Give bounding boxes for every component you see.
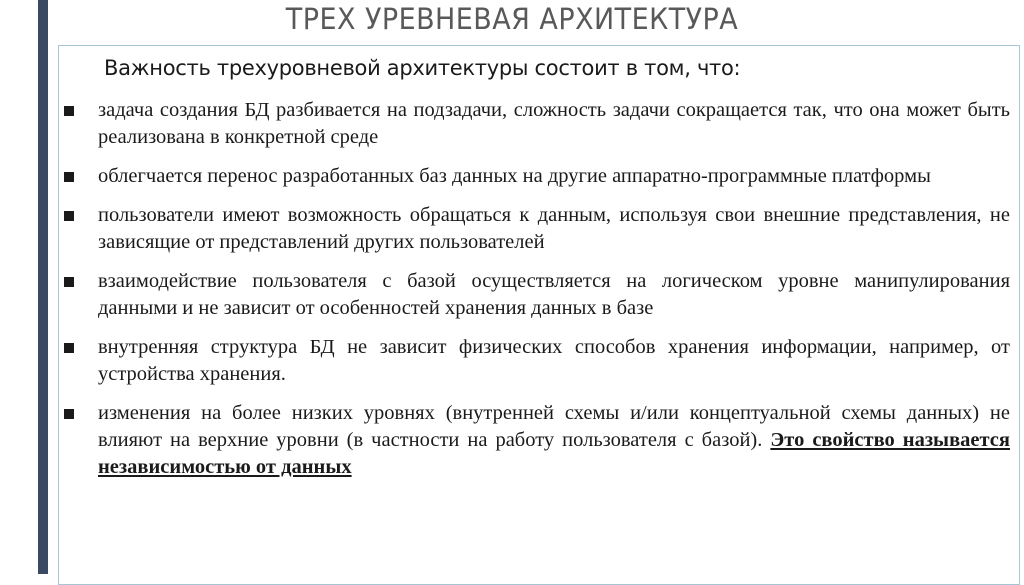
square-bullet-icon bbox=[64, 343, 74, 353]
square-bullet-icon bbox=[64, 277, 74, 287]
square-bullet-icon bbox=[64, 409, 74, 419]
list-item bbox=[64, 163, 1010, 190]
list-item bbox=[64, 334, 1010, 388]
list-item bbox=[64, 268, 1010, 322]
list-item-text: взаимодействие пользователя с базой осуществляется на логическом уровне манипулирования данными и не зависит от особенностей хранения данных в базе bbox=[98, 270, 1010, 319]
slide-title: ТРЕХ УРЕВНЕВАЯ АРХИТЕКТУРА bbox=[285, 2, 739, 36]
list-item bbox=[64, 400, 1010, 481]
list-item-text: внутренняя структура БД не зависит физических способов хранения информации, например, от устройства хранения. bbox=[98, 336, 1010, 385]
list-item-text: задача создания БД разбивается на подзадачи, сложность задачи сокращается так, что она может быть реализована в конкретной среде bbox=[98, 99, 1010, 148]
list-item bbox=[64, 202, 1010, 256]
square-bullet-icon bbox=[64, 106, 74, 116]
list-item-text: пользователи имеют возможность обращаться к данным, используя свои внешние представления, не зависящие от представлений других пользователей bbox=[98, 204, 1010, 253]
square-bullet-icon bbox=[64, 172, 74, 182]
left-accent-bar bbox=[38, 0, 48, 574]
bullet-list bbox=[64, 97, 1010, 493]
list-item-text: изменения на более низких уровнях (внутренней схемы и/или концептуальной схемы данных) не влияют на верхние уровни (в частности на работу пользователя с базой). bbox=[98, 402, 1010, 451]
slide-subtitle: Важность трехуровневой архитектуры состоит в том, что: bbox=[104, 56, 741, 80]
square-bullet-icon bbox=[64, 211, 74, 221]
list-item-text: облегчается перенос разработанных баз данных на другие аппаратно-программные платформы bbox=[98, 165, 931, 187]
data-independence-emphasis: Это свойство называется независимостью от данных bbox=[98, 429, 1010, 478]
list-item bbox=[64, 97, 1010, 151]
